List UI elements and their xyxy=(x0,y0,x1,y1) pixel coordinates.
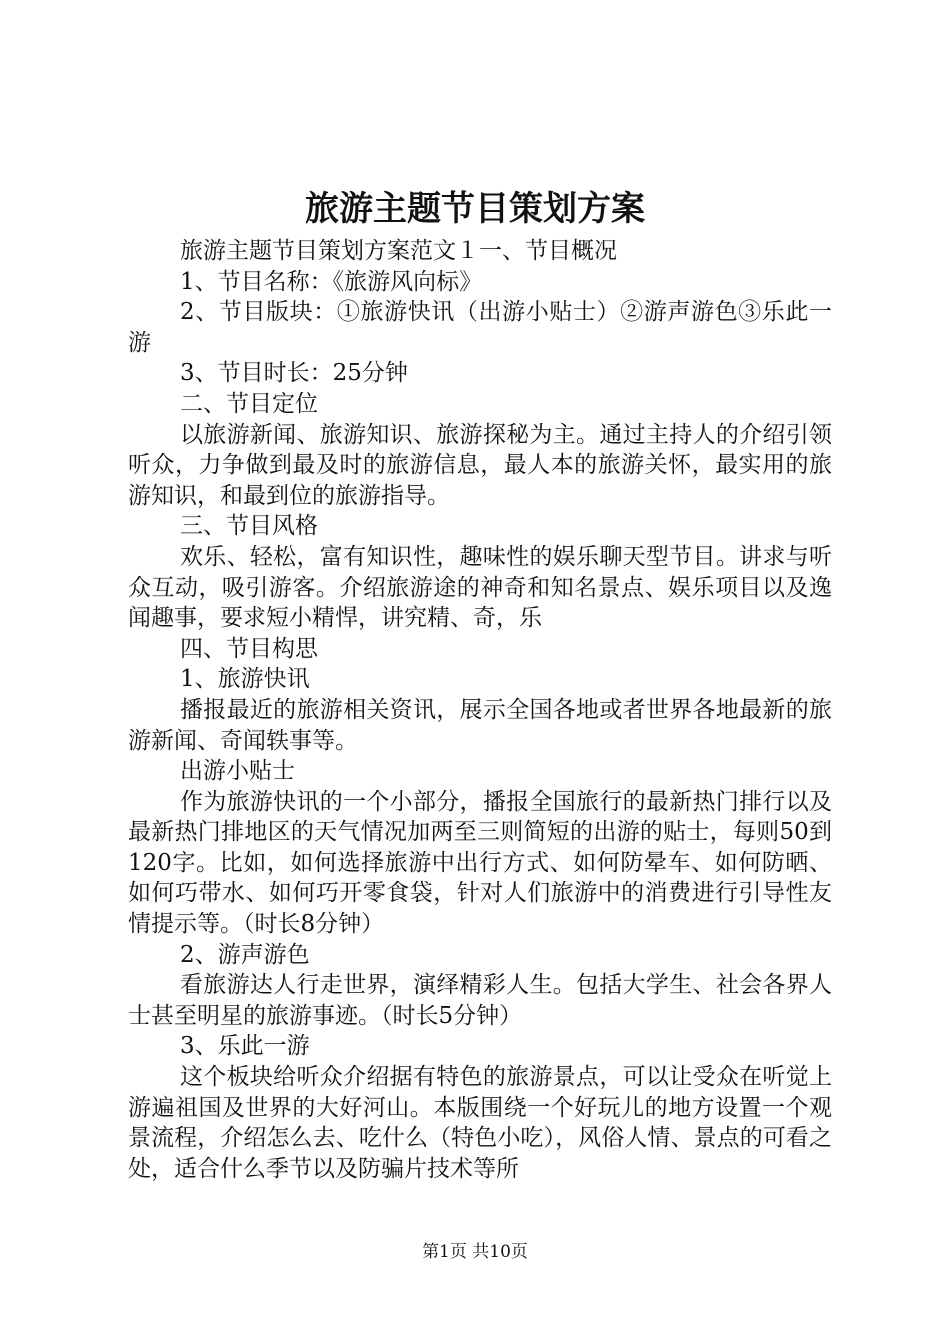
paragraph: 作为旅游快讯的一个小部分，播报全国旅行的最新热门排行以及最新热门排地区的天气情况加两至三则简短的出游的贴士，每则50到120字。比如，如何选择旅游中出行方式、如何防晕车、如何防晒、如何巧带水、如何巧开零食袋，针对人们旅游中的消费进行引导性友情提示等。（时长8分钟） xyxy=(128,788,832,938)
subsection-heading: 1、旅游快讯 xyxy=(180,666,310,693)
paragraph: 看旅游达人行走世界，演绎精彩人生。包括大学生、社会各界人士甚至明星的旅游事迹。（时长5分钟） xyxy=(128,972,832,1029)
document-title: 旅游主题节目策划方案 xyxy=(305,189,645,229)
paragraph: 以旅游新闻、旅游知识、旅游探秘为主。通过主持人的介绍引领听众，力争做到最及时的旅游信息，最人本的旅游关怀，最实用的旅游知识，和最到位的旅游指导。 xyxy=(128,421,832,509)
paragraph: 1、节目名称：《旅游风向标》 xyxy=(180,268,483,295)
section-heading: 二、节目定位 xyxy=(180,390,318,417)
document-body xyxy=(128,236,832,1184)
paragraph: 旅游主题节目策划方案范文１一、节目概况 xyxy=(180,238,617,264)
section-heading: 三、节目风格 xyxy=(180,513,318,540)
subsection-heading: 出游小贴士 xyxy=(180,758,295,785)
paragraph: 欢乐、轻松，富有知识性，趣味性的娱乐聊天型节目。讲求与听众互动，吸引游客。介绍旅游途的神奇和知名景点、娱乐项目以及逸闻趣事，要求短小精悍，讲究精、奇，乐 xyxy=(128,543,832,632)
paragraph: 2、节目版块：①旅游快讯（出游小贴士）②游声游色③乐此一游 xyxy=(128,299,832,356)
subsection-heading: 2、游声游色 xyxy=(180,941,310,968)
paragraph: 播报最近的旅游相关资讯，展示全国各地或者世界各地最新的旅游新闻、奇闻轶事等。 xyxy=(128,696,832,754)
subsection-heading: 3、乐此一游 xyxy=(180,1033,310,1060)
section-heading: 四、节目构思 xyxy=(180,635,318,662)
page-footer: 第1页 共10页 xyxy=(422,1242,528,1262)
paragraph: 3、节目时长：25分钟 xyxy=(180,360,408,387)
paragraph: 这个板块给听众介绍据有特色的旅游景点，可以让受众在听觉上游遍祖国及世界的大好河山。本版围绕一个好玩儿的地方设置一个观景流程，介绍怎么去、吃什么（特色小吃），风俗人情、景点的可看之处，适合什么季节以及防骗片技术等所 xyxy=(128,1064,832,1182)
